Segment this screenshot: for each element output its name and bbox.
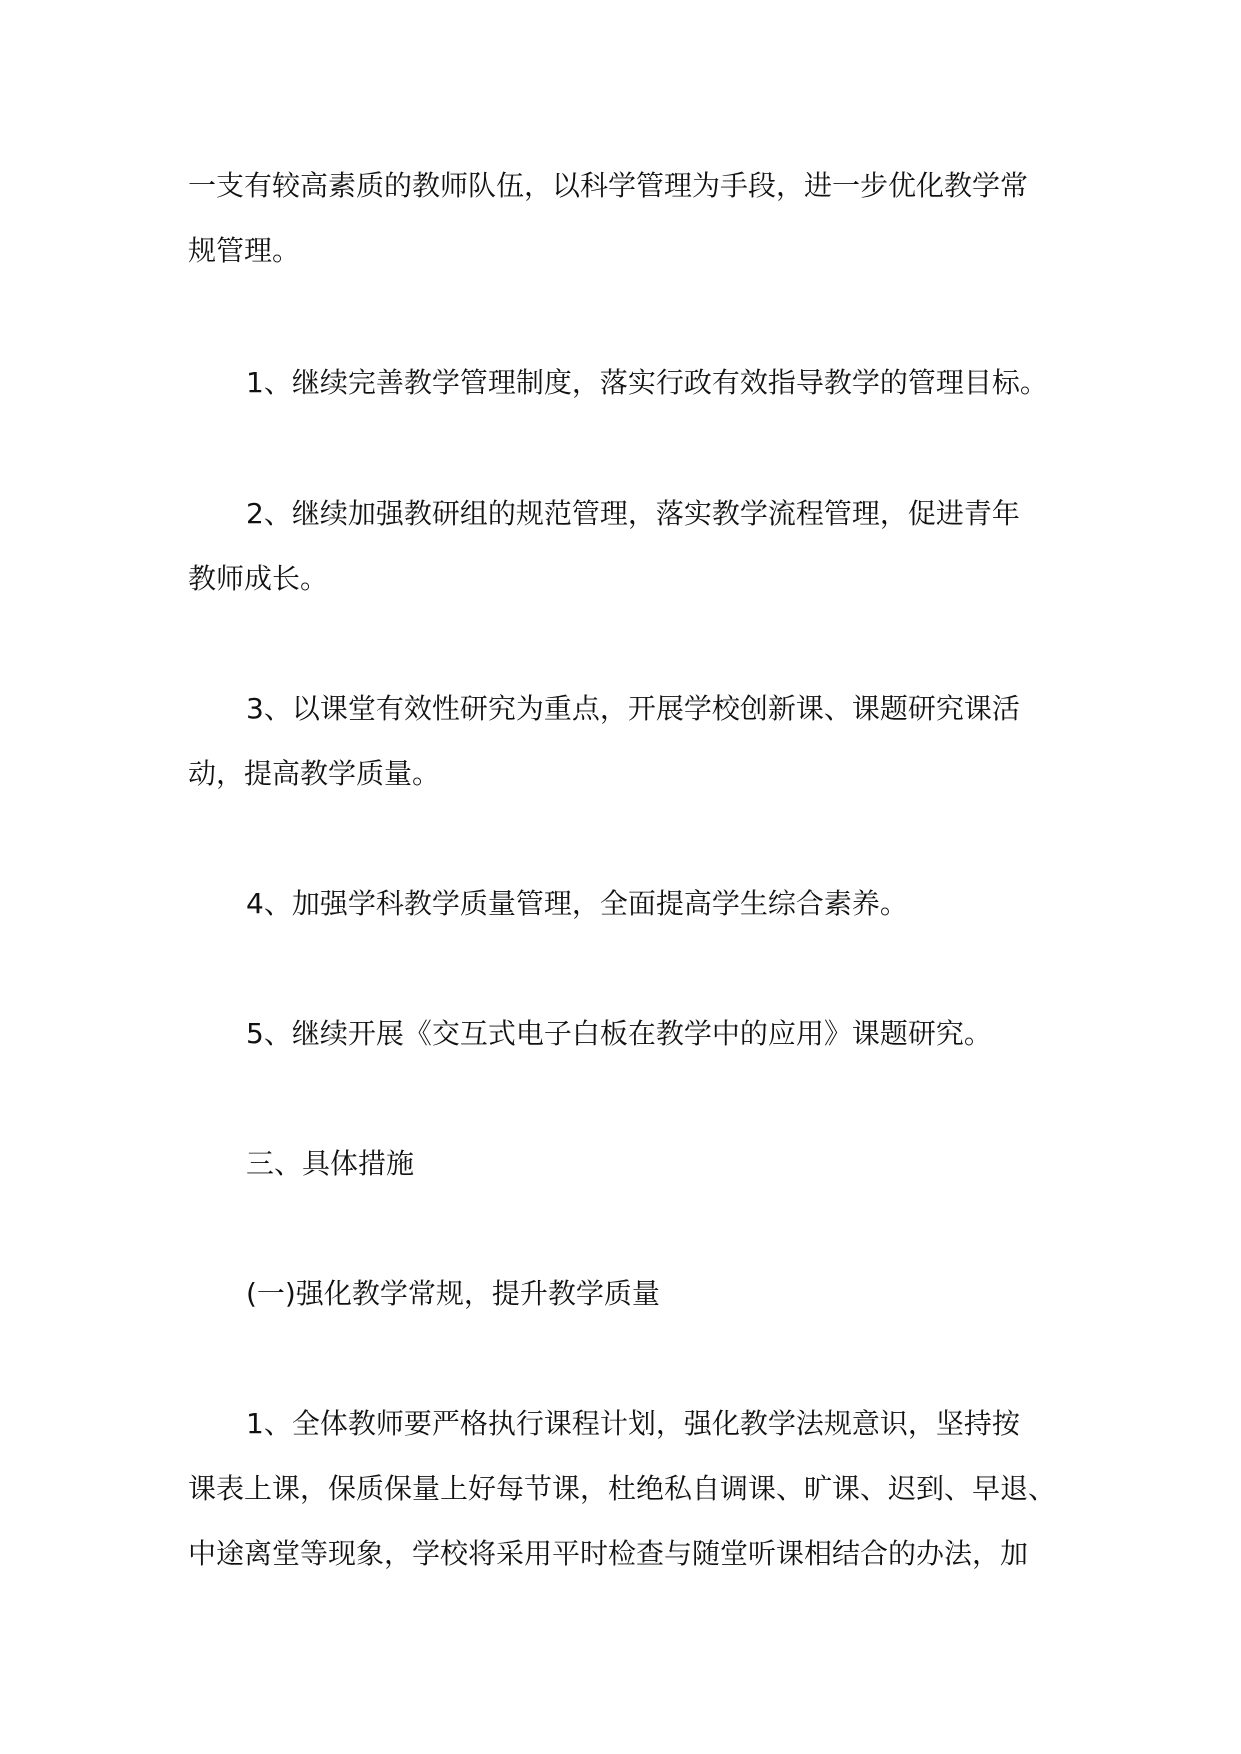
section-heading: 三、具体措施 [246,1147,415,1180]
paragraph-3-line-1: 2、继续加强教研组的规范管理，落实教学流程管理，促进青年 [246,497,1020,530]
paragraph-4-line-2: 动，提高教学质量。 [188,757,441,790]
paragraph-1-line-2: 规管理。 [188,234,301,267]
paragraph-2-line-1: 1、继续完善教学管理制度，落实行政有效指导教学的管理目标。 [246,366,1048,399]
paragraph-3-line-2: 教师成长。 [188,562,329,595]
paragraph-4-line-1: 3、以课堂有效性研究为重点，开展学校创新课、课题研究课活 [246,692,1020,725]
paragraph-5-line-1: 4、加强学科教学质量管理，全面提高学生综合素养。 [246,887,908,920]
paragraph-1-line-1: 一支有较高素质的教师队伍，以科学管理为手段，进一步优化教学常 [188,169,1029,202]
subsection-heading: (一)强化教学常规，提升教学质量 [246,1277,660,1310]
paragraph-6-line-1: 5、继续开展《交互式电子白板在教学中的应用》课题研究。 [246,1017,992,1050]
paragraph-9-line-1: 1、全体教师要严格执行课程计划，强化教学法规意识，坚持按 [246,1407,1020,1440]
paragraph-9-line-3: 中途离堂等现象，学校将采用平时检查与随堂听课相结合的办法，加 [188,1537,1029,1570]
paragraph-9-line-2: 课表上课，保质保量上好每节课，杜绝私自调课、旷课、迟到、早退、 [188,1472,1057,1505]
